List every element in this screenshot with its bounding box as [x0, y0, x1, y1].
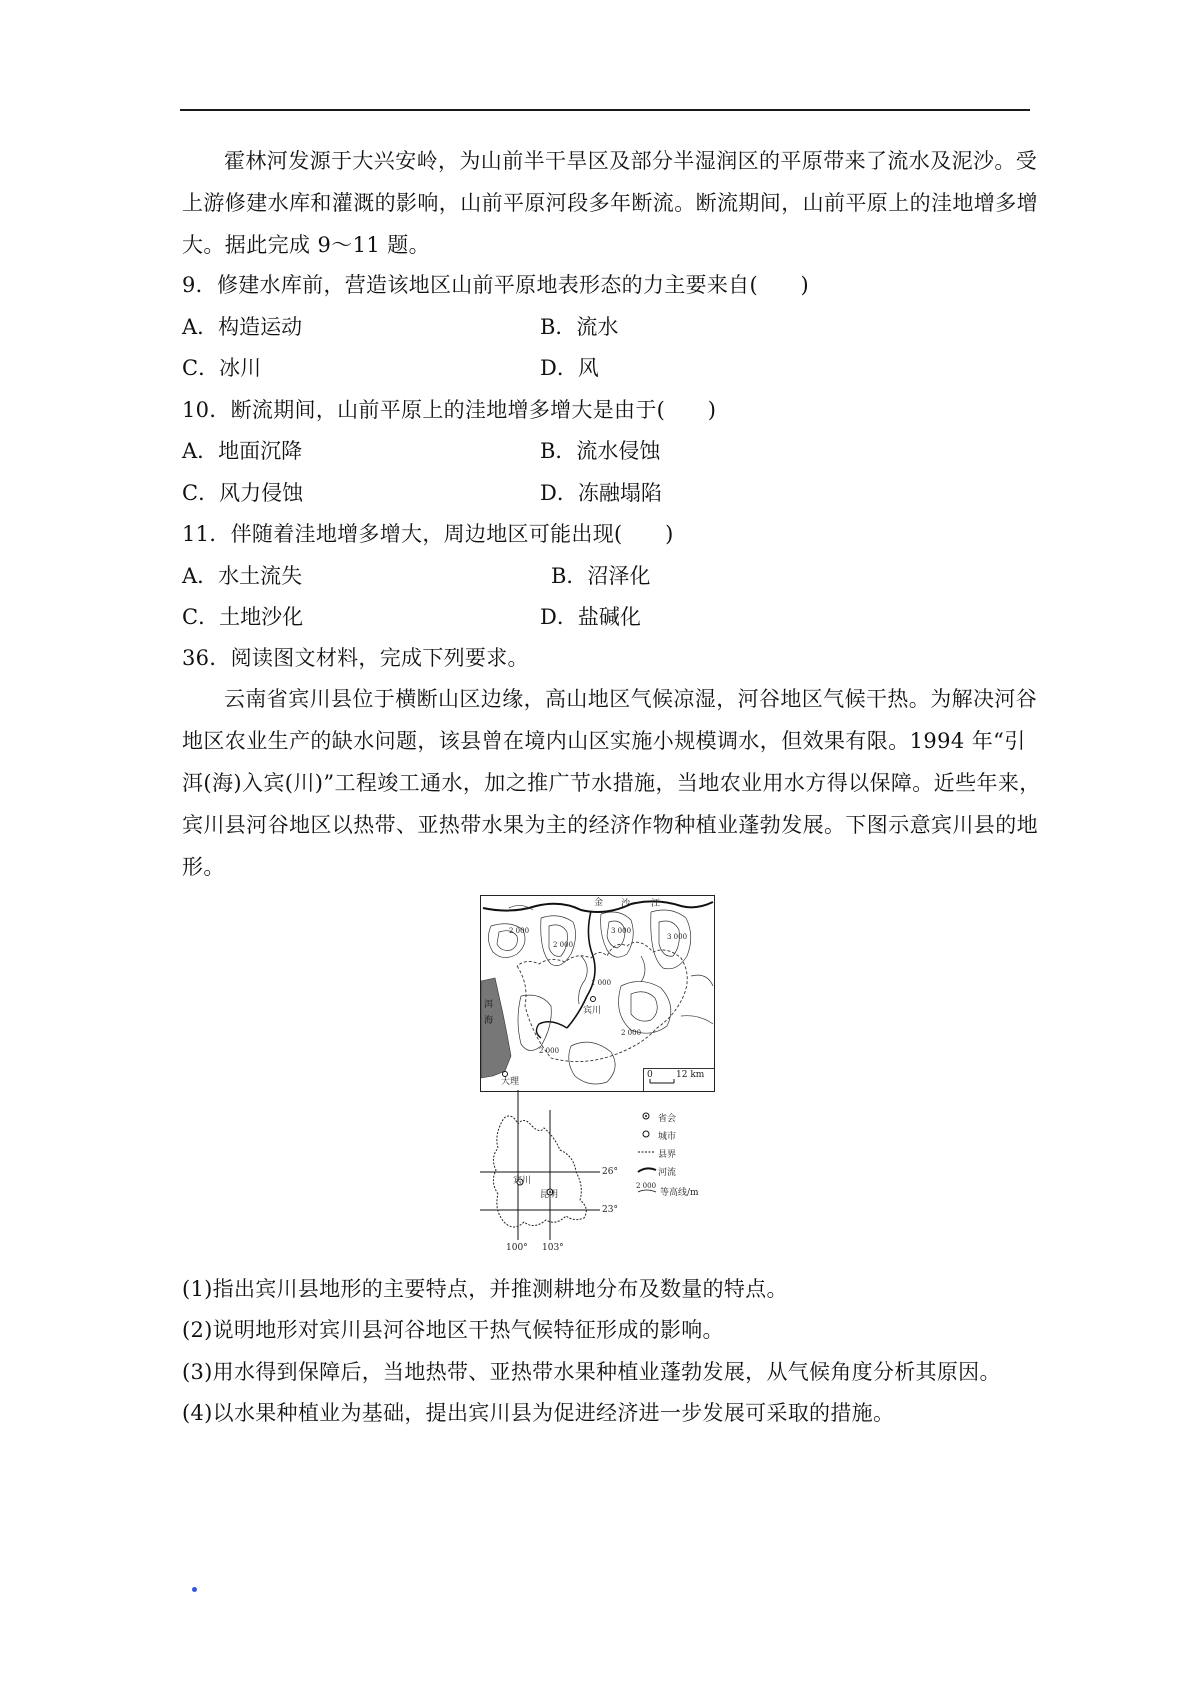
passage-1-line-3: 大。据此完成 9～11 题。 — [182, 233, 431, 257]
inset-kunming-label: 昆明 — [540, 1190, 559, 1200]
lat-23-label: 23° — [602, 1205, 618, 1215]
binchuan-terrain-figure — [480, 895, 720, 1255]
contour-label-1000: 1 000 — [591, 979, 612, 987]
contour-label-3000-b: 3 000 — [667, 933, 688, 941]
inset-binchuan-label: 宾川 — [513, 1176, 532, 1186]
question-10-stem: 10．断流期间，山前平原上的洼地增多增大是由于( ) — [182, 398, 717, 422]
contour-label-3000-a: 3 000 — [611, 927, 632, 935]
question-11-option-d: D．盐碱化 — [540, 605, 641, 629]
question-10-option-d: D．冻融塌陷 — [540, 481, 662, 505]
lon-100-label: 100° — [506, 1243, 528, 1253]
erhai-lake-shape — [481, 978, 511, 1078]
legend-capital-label: 省会 — [658, 1114, 677, 1124]
header-rule — [180, 109, 1030, 111]
question-9-option-a: A．构造运动 — [182, 315, 303, 339]
legend-river-symbol — [638, 1168, 656, 1172]
contour-label-2000-c: 2 000 — [621, 1029, 642, 1037]
legend-city-symbol — [643, 1131, 649, 1137]
legend-contour-value: 2 000 — [636, 1182, 657, 1190]
question-9-option-c: C．冰川 — [182, 356, 262, 380]
contour-label-2000-b: 2 000 — [553, 941, 574, 949]
question-10-option-b: B．流水侵蚀 — [540, 439, 661, 463]
question-36-sub-4: (4)以水果种植业为基础，提出宾川县为促进经济进一步发展可采取的措施。 — [182, 1401, 895, 1425]
page-marker-dot — [192, 1587, 197, 1592]
question-36-sub-3: (3)用水得到保障后，当地热带、亚热带水果种植业蓬勃发展，从气候角度分析其原因。 — [182, 1360, 1001, 1384]
question-36-line-2: 地区农业生产的缺水问题，该县曾在境内山区实施小规模调水，但效果有限。1994 年“引 — [182, 729, 1026, 753]
legend-river-label: 河流 — [658, 1168, 677, 1178]
question-36-line-5: 形。 — [182, 855, 225, 879]
river-label-jiang: 江 — [651, 899, 661, 909]
legend-contour-symbol — [638, 1190, 656, 1192]
question-9-option-d: D．风 — [540, 356, 599, 380]
scale-distance-label: 12 km — [676, 1070, 705, 1080]
legend-city-label: 城市 — [658, 1132, 677, 1142]
passage-1-line-2: 上游修建水库和灌溉的影响，山前平原河段多年断流。断流期间，山前平原上的洼地增多增 — [182, 191, 1038, 215]
question-11-option-c: C．土地沙化 — [182, 605, 304, 629]
question-9-stem: 9．修建水库前，营造该地区山前平原地表形态的力主要来自( ) — [182, 273, 810, 297]
question-36-sub-1: (1)指出宾川县地形的主要特点，并推测耕地分布及数量的特点。 — [182, 1277, 788, 1301]
lat-26-label: 26° — [602, 1167, 618, 1177]
dali-label: 大理 — [501, 1077, 520, 1087]
lake-label-er: 洱 — [484, 1000, 494, 1010]
question-9-option-b: B．流水 — [540, 315, 619, 339]
legend-county-label: 县界 — [658, 1150, 677, 1160]
lake-label-hai: 海 — [484, 1016, 494, 1026]
scale-zero-label: 0 — [647, 1070, 653, 1080]
inset-location-svg — [480, 1090, 720, 1255]
binchuan-label: 宾川 — [583, 1006, 602, 1016]
question-10-option-c: C．风力侵蚀 — [182, 481, 304, 505]
terrain-map — [480, 895, 715, 1092]
question-36-line-1: 云南省宾川县位于横断山区边缘，高山地区气候凉湿，河谷地区气候干热。为解决河谷 — [224, 687, 1038, 711]
binchuan-marker — [591, 997, 596, 1002]
question-11-option-b: B．沼泽化 — [551, 564, 651, 588]
contour-label-2000-d: 2 000 — [539, 1047, 560, 1055]
legend-contour-label: 等高线/m — [660, 1188, 699, 1198]
question-11-stem: 11．伴随着洼地增多增大，周边地区可能出现( ) — [182, 522, 674, 546]
question-36-line-3: 洱(海)入宾(川)”工程竣工通水，加之推广节水措施，当地农业用水方得以保障。近些年来， — [182, 771, 1041, 795]
dali-marker — [503, 1072, 508, 1077]
passage-1-line-1: 霍林河发源于大兴安岭，为山前半干旱区及部分半湿润区的平原带来了流水及泥沙。受 — [224, 149, 1038, 173]
contour-label-2000-a: 2 000 — [509, 927, 530, 935]
river-label-jin: 金 — [594, 898, 604, 908]
question-36-stem: 36．阅读图文材料，完成下列要求。 — [182, 646, 529, 670]
tributary-river-line — [536, 1022, 567, 1038]
lon-103-label: 103° — [542, 1243, 564, 1253]
question-36-sub-2: (2)说明地形对宾川县河谷地区干热气候特征形成的影响。 — [182, 1318, 724, 1342]
question-36-line-4: 宾川县河谷地区以热带、亚热带水果为主的经济作物种植业蓬勃发展。下图示意宾川县的地 — [182, 813, 1038, 837]
river-label-sha: 沙 — [621, 899, 631, 909]
passage-1 — [182, 140, 1038, 266]
question-11-option-a: A．水土流失 — [182, 564, 303, 588]
scale-bar — [643, 1068, 715, 1092]
question-36-passage — [182, 678, 1041, 888]
question-10-option-a: A．地面沉降 — [182, 439, 303, 463]
